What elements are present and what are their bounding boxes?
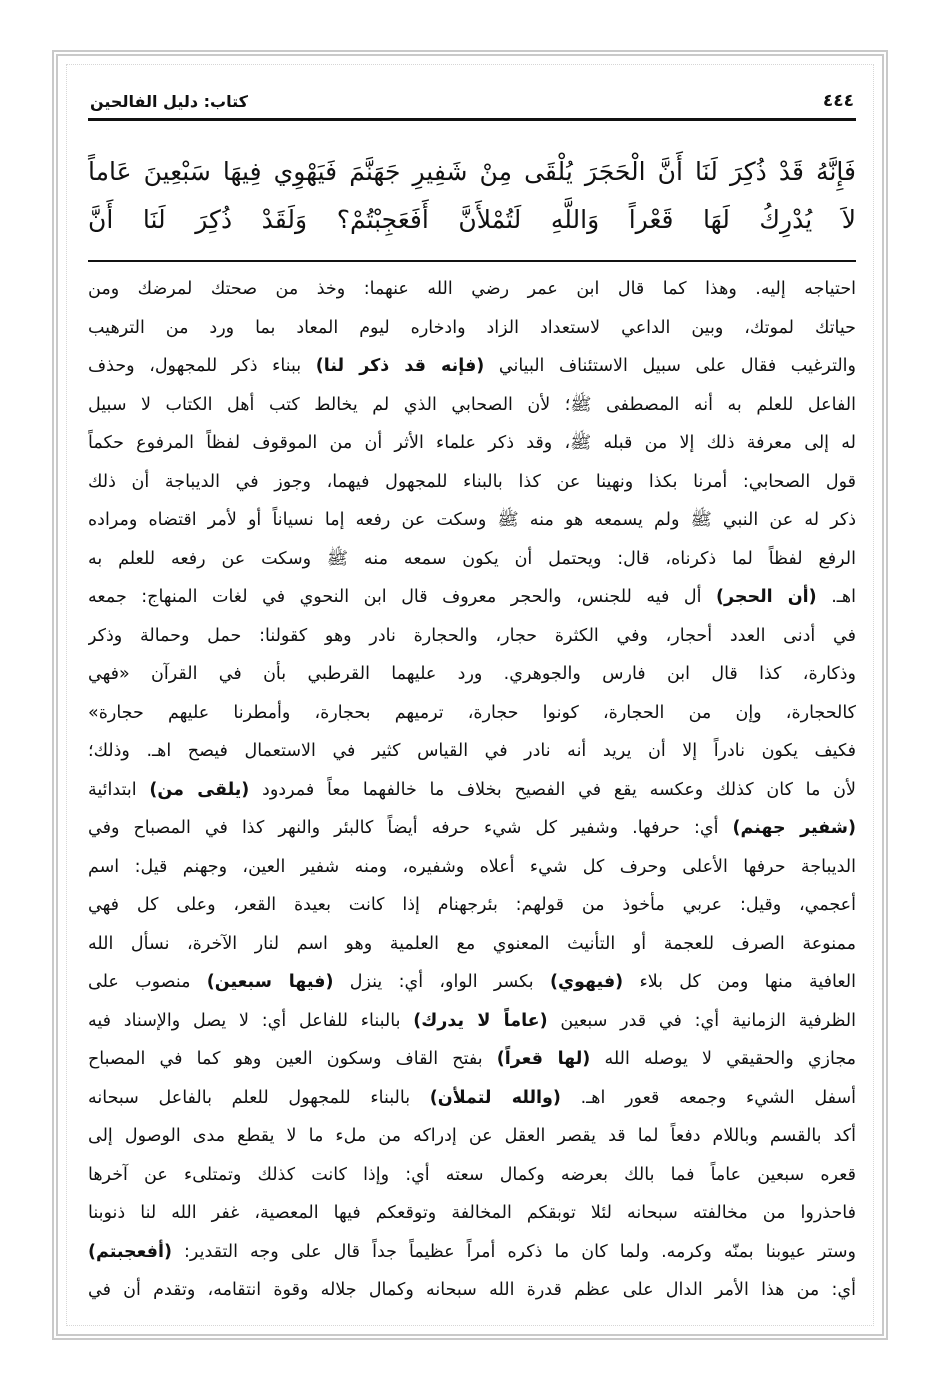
text-run: اهـ. — [816, 587, 856, 607]
text-run: فكيف يكون نادراً إلا أن يريد أنه نادر في القياس كثير في الاستعمال فيصح اهـ. وذلك؛ — [88, 741, 856, 761]
commentary-line — [88, 1002, 856, 1041]
quoted-phrase: (يلقى من) — [149, 779, 250, 800]
text-run: احتياجه إليه. وهذا كما قال ابن عمر رضي الله عنهما: وخذ من صحتك لمرضك ومن — [88, 279, 856, 299]
commentary-line — [88, 617, 856, 656]
text-run: قول الصحابي: أمرنا بكذا ونهينا عن كذا بالبناء للمجهول فيهما، وجوز في الديباجة أن ذلك — [88, 471, 856, 492]
text-run: وذكارة، كذا قال ابن فارس والجوهري. ورد عليهما القرطبي بأن في القرآن «فهي — [88, 664, 856, 684]
text-run: بفتح القاف وسكون العين وهو كما في المصباح — [88, 1049, 497, 1069]
quoted-phrase: (فيها سبعين) — [206, 972, 334, 992]
commentary-separator — [88, 260, 856, 262]
commentary-line — [88, 732, 856, 771]
header-rule — [88, 118, 856, 121]
text-run: أي: حرفها. وشفير كل شيء حرفه أيضاً كالبئر والنهر كذا في المصباح وفي — [88, 818, 733, 838]
text-run: ممنوعة الصرف للعجمة أو التأنيث المعنوي مع العلمية وهو اسم لنار الآخرة، نسأل الله — [88, 933, 856, 954]
text-run: بكسر الواو، أي: ينزل — [333, 972, 550, 992]
quoted-phrase: (فيهوي) — [549, 972, 624, 992]
text-run: منصوب على — [88, 972, 207, 992]
hadith-line: فَإِنَّهُ قَدْ ذُكِرَ لَنَا أَنَّ الْحَجَرَ يُلْقَى مِنْ شَفِيرِ جَهَنَّمَ فَيَهْوِي فِيهَا سَبْعِينَ عَاماً — [88, 157, 856, 186]
text-run: أكد بالقسم وباللام دفعاً لما قد يقصر العقل عن إدراكه من ملء ما لا يقطع مدى الوصول إلى — [88, 1126, 856, 1146]
commentary-line — [88, 1194, 856, 1233]
text-run: العافية منها ومن كل بلاء — [623, 972, 856, 992]
text-run: الفاعل للعلم به أنه المصطفى ﷺ؛ لأن الصحابي الذي لم يخالط كتب أهل الكتاب لا سبيل — [88, 394, 856, 415]
text-run: أسفل الشيء وجمعه قعور اهـ. — [560, 1087, 856, 1108]
commentary-line — [88, 540, 856, 579]
commentary-line — [88, 1156, 856, 1195]
commentary-line — [88, 386, 856, 425]
text-run: أعجمي، وقيل: عربي مأخوذ من قولهم: بئرجهنام إذا كانت بعيدة القعر، وعلى كل فهي — [88, 895, 856, 915]
commentary-line — [88, 1271, 856, 1310]
text-run: والترغيب فقال على سبيل الاستئناف البياني — [484, 356, 856, 376]
text-run: مجازي والحقيقي لا يوصله الله — [590, 1049, 856, 1069]
commentary-line — [88, 925, 856, 964]
hadith-text — [88, 148, 856, 244]
commentary-line — [88, 424, 856, 463]
commentary-line — [88, 694, 856, 733]
text-run: أي: من هذا الأمر الدال على عظم قدرة الله سبحانه وكمال جلاله وقوة انتقامه، وتقدم أن في — [88, 1280, 856, 1300]
text-run: الظرفية الزمانية أي: في قدر سبعين — [547, 1010, 856, 1031]
commentary-line — [88, 963, 856, 1002]
book-title: كتاب: دليل الفالحين — [90, 91, 248, 111]
text-run: حياتك لموتك، وبين الداعي لاستعداد الزاد وادخاره ليوم المعاد بما ورد من الترهيب — [88, 317, 856, 338]
commentary-text — [88, 270, 856, 1310]
text-run: وستر عيوبنا بمنّه وكرمه. ولما كان ما ذكره أمراً عظيماً جداً قال على وجه التقدير: — [171, 1241, 856, 1262]
quoted-phrase: (لها قعراً) — [496, 1049, 591, 1069]
text-run: أل فيه للجنس، والحجر معروف قال ابن النحوي في لغات المنهاج: جمعه — [88, 587, 716, 607]
commentary-line — [88, 501, 856, 540]
commentary-line — [88, 347, 856, 386]
text-run: بالبناء للفاعل أي: لا يصل والإسناد فيه — [88, 1010, 414, 1031]
commentary-line — [88, 463, 856, 502]
commentary-line — [88, 309, 856, 348]
text-run: قعره سبعين عاماً فما بالك بعرضه وكمال سعته أي: وإذا كانت كذلك وتمتلىء عن آخرها — [88, 1164, 856, 1185]
commentary-line — [88, 809, 856, 848]
text-run: ابتدائية — [88, 779, 150, 800]
commentary-line — [88, 771, 856, 810]
page-number: ٤٤٤ — [822, 91, 854, 111]
commentary-line — [88, 886, 856, 925]
text-run: في أدنى العدد أحجار، وفي الكثرة حجار، والحجارة نادر وهو كقولنا: حمل وحمالة وذكر — [88, 625, 856, 646]
hadith-line: لاَ يُدْرِكُ لَهَا قَعْراً وَاللَّهِ لَتُمْلأَنَّ أَفَعَجِبْتُمْ؟ وَلَقَدْ ذُكِرَ لَنَا أَنَّ — [88, 205, 856, 234]
commentary-line — [88, 1079, 856, 1118]
quoted-phrase: (شفير جهنم) — [732, 818, 856, 838]
commentary-line — [88, 655, 856, 694]
text-run: الديباجة حرفها الأعلى وحرف كل شيء أعلاه وشفيره، ومنه شفير العين، وجهنم قيل: اسم — [88, 856, 856, 877]
running-header — [90, 86, 854, 116]
text-run: فاحذروا من مخالفته سبحانه لئلا توبقكم المخالفة وتوقعكم فيها المعصية، غفر الله لنا ذنوبنا — [88, 1203, 856, 1223]
text-run: ببناء ذكر للمجهول، وحذف — [88, 356, 316, 376]
commentary-line — [88, 270, 856, 309]
commentary-line — [88, 578, 856, 617]
commentary-line — [88, 848, 856, 887]
commentary-line — [88, 1117, 856, 1156]
text-run: الرفع لفظاً لما ذكرناه، قال: ويحتمل أن يكون سمعه منه ﷺ وسكت عن رفعه للعلم به — [88, 548, 856, 569]
text-run: بالبناء للمجهول للعلم بالفاعل سبحانه — [88, 1087, 430, 1108]
text-run: له إلى معرفة ذلك إلا من قبله ﷺ، وقد ذكر علماء الأثر أن من الموقوف لفظاً المرفوع حكماً — [88, 433, 856, 453]
text-run: ذكر له عن النبي ﷺ ولم يسمعه هو منه ﷺ وسكت عن رفعه إما نسياناً أو لأمر اقتضاه ومراده — [88, 510, 856, 530]
commentary-line — [88, 1233, 856, 1272]
quoted-phrase: (أفعجبتم) — [88, 1241, 172, 1262]
quoted-phrase: (فإنه قد ذكر لنا) — [315, 356, 485, 376]
quoted-phrase: (أن الحجر) — [716, 587, 817, 607]
commentary-line — [88, 1040, 856, 1079]
quoted-phrase: (عاماً لا يدرك) — [413, 1010, 548, 1031]
quoted-phrase: (والله لتملأن) — [429, 1087, 561, 1108]
text-run: كالحجارة، وإن من الحجارة، كونوا حجارة، ترميهم بحجارة، وأمطرنا عليهم حجارة» — [88, 702, 856, 723]
text-run: لأن ما كان كذلك وعكسه يقع في الفصيح بخلاف ما خالفهما معاً فمردود — [249, 779, 856, 800]
